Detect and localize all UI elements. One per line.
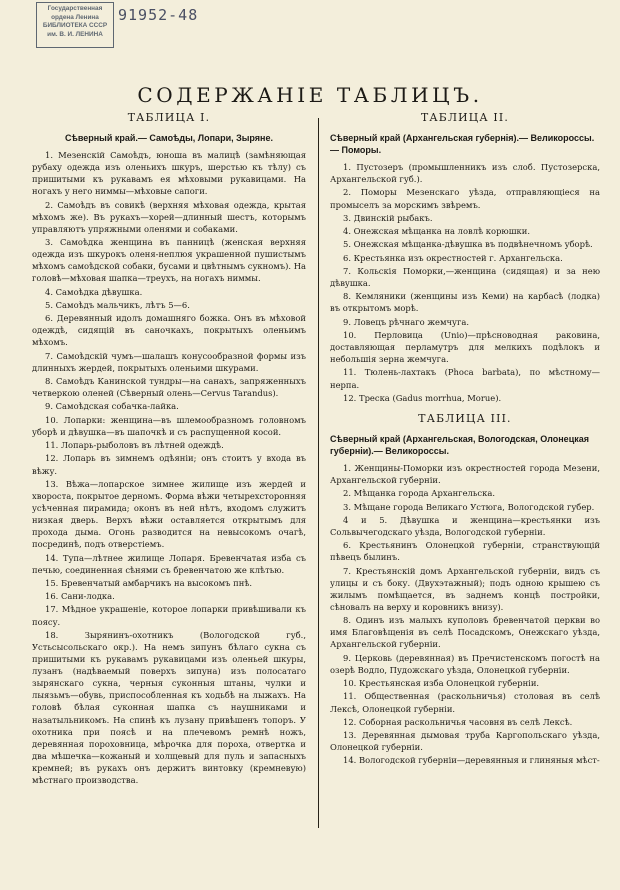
contents-entry: 10. Лопарки: женщина—въ шлемообразномъ головномъ уборѣ и дѣвушка—въ шапочкѣ и съ распущенной косой. (32, 414, 306, 437)
contents-entry: 1. Пустозеръ (промышленникъ изъ слоб. Пустозерска, Архангельской губ.). (330, 162, 600, 185)
contents-entry: 7. Самоѣдскій чумъ—шалашъ конусообразной формы изъ длинныхъ жердей, покрытыхъ оленьими шкурами. (32, 350, 306, 373)
right-column (330, 112, 600, 768)
contents-entry: 6. Крестьянка изъ окрестностей г. Архангельска. (343, 252, 563, 263)
contents-entry: 11. Тюлень-лахтакъ (Phoca barbata), по мѣстному—нерпа. (330, 367, 600, 390)
contents-entry: 10. Перловица (Unio)—прѣсноводная раковина, доставляющая перламутръ для мелкихъ подѣлокъ и небольшія зерна жемчуга. (330, 330, 600, 365)
contents-entry: 18. Зырянинъ-охотникъ (Вологодской губ., Устьсысольскаго окр.). На немъ зипунъ бѣлаго сукна съ пришитыми къ рукавамъ рукавицами изъ оленьей шкуры, лузанъ (надѣваемый поверхъ зипуна) изъ полосатаго зырянскаго сукна, черныя суконныя штаны, чулки и лыязьмъ—обувь, приспособленная къ ходьбѣ на лыжахъ. На головѣ бѣлая суконная шапка съ наушниками и назатыльникомъ. На спинѣ къ лузану привѣшенъ топоръ. У охотника при поясѣ и на плечевомъ ремнѣ ножъ, деревянная пороховница, мѣрочка для пороха, отвертка и два мѣшечка—кожаный и холщевый для пуль и запасныхъ кремней; въ рукахъ онъ держитъ винтовку (кремневую) мѣстнаго производства. (32, 629, 306, 785)
table-2-title: ТАБЛИЦА II. (421, 111, 509, 124)
contents-entry: 6. Крестьянинъ Олонецкой губерніи, странствующій пѣвецъ былинъ. (330, 540, 600, 563)
contents-entry: 4. Самоѣдка дѣвушка. (45, 286, 143, 297)
stamp-line: ордена Ленина (51, 13, 99, 21)
contents-entry: 12. Соборная раскольничья часовня въ селѣ Лексѣ. (343, 716, 573, 727)
contents-entry: 3. Мѣщане города Великаго Устюга, Вологодской губер. (343, 501, 595, 512)
contents-entry: 11. Общественная (раскольничья) столовая въ селѣ Лексѣ, Олонецкой губерніи. (330, 691, 600, 714)
column-divider (318, 118, 319, 828)
page-title: СОДЕРЖАНІЕ ТАБЛИЦЪ. (137, 83, 483, 108)
contents-entry: 2. Мѣщанка города Архангельска. (343, 488, 495, 499)
contents-entry: 1. Мезенскій Самоѣдъ, юноша въ малицѣ (замѣняющая рубаху одежда изъ оленьихъ шкуръ, шерстью къ тѣлу) съ пришитыми къ рукавамъ ея мѣховыми рукавицами. На ногахъ у него ниммы—мѣховые сапоги. (32, 150, 306, 197)
contents-entry: 14. Вологодской губерніи—деревянныя и глиняныя мѣст- (343, 755, 600, 766)
contents-entry: 3. Самоѣдка женщина въ панницѣ (женская верхняя одежда изъ шкурокъ оленя-неплюя украшенной пушистымъ мѣхомъ самоѣдской собаки, бусами и цвѣтнымъ сукномъ). На головѣ—мѣховая шапка—треухъ, на ногахъ ниммы. (32, 237, 306, 284)
inventory-number: 91952-48 (118, 6, 199, 24)
contents-entry: 8. Самоѣдъ Канинской тундры—на санахъ, запряженныхъ четверкою оленей (Сѣверный олень—Cervus Tarandus). (32, 376, 306, 399)
contents-entry: 9. Самоѣдская собачка-лайка. (45, 401, 179, 412)
stamp-line: БИБЛИОТЕКА СССР (42, 22, 108, 30)
contents-entry: 13. Деревянная дымовая труба Каргопольскаго уѣзда, Олонецкой губерніи. (330, 730, 600, 753)
stamp-line: им. В. И. ЛЕНИНА (47, 30, 103, 38)
contents-entry: 1. Женщины-Поморки изъ окрестностей города Мезени, Архангельской губерніи. (330, 463, 600, 486)
contents-entry: 9. Церковь (деревянная) въ Пречистенскомъ погостѣ на озерѣ Водло, Пудожскаго уѣзда, Олонецкой губерніи. (330, 652, 600, 675)
contents-entry: 7. Кольскія Поморки,—женщина (сидящая) и за нею дѣвушка. (330, 265, 600, 289)
table-3-title: ТАБЛИЦА III. (418, 411, 512, 425)
table-1-entries (32, 149, 306, 786)
contents-entry: 14. Тупа—лѣтнее жилище Лопаря. Бревенчатая изба съ печью, соединенная сѣнями съ бревенчатою же клѣтью. (32, 552, 306, 575)
contents-entry: 7. Крестьянскій домъ Архангельской губерніи, видъ съ улицы и съ боку. (Двухэтажный); подъ одною крышею съ жилымъ помѣщается, въ заднемъ концѣ постройки, сѣновалъ на верху и коровникъ внизу). (330, 565, 600, 612)
stamp-line: Государственная (47, 5, 103, 12)
contents-entry: 13. Вѣжа—лопарское зимнее жилище изъ жердей и хвороста, покрытое дерномъ. Форма вѣжи четырехсторонняя усѣченная пирамида; оконъ въ ней нѣтъ, входомъ служитъ низкая дверь. Верхъ вѣжи оставляется открытымъ для прохода дыма. Огонь разводится на невысокомъ очагѣ, посрединѣ, подъ отверстіемъ. (32, 478, 306, 550)
contents-entry: 5. Онежская мѣщанка-дѣвушка въ подвѣнечномъ уборѣ. (343, 239, 593, 250)
contents-entry: 2. Самоѣдъ въ совикѣ (верхняя мѣховая одежда, крытая мѣхомъ же). Въ рукахъ—хорей—длинный шестъ, которымъ управляютъ упряжными оленями и собаками. (32, 199, 306, 234)
contents-entry: 10. Крестьянская изба Олонецкой губерніи. (343, 678, 540, 689)
table-2-entries (330, 161, 600, 404)
left-column (32, 112, 306, 787)
table-1-region: Сѣверный край.— Самоѣды, Лопари, Зыряне. (65, 133, 273, 144)
contents-entry: 5. Самоѣдъ мальчикъ, лѣтъ 5—6. (45, 299, 190, 310)
table-2-region: Сѣверный край (Архангельская губернія).— Великороссы.— Поморы. (330, 133, 595, 156)
library-stamp (36, 2, 114, 48)
contents-entry: 8. Кемляники (женщины изъ Кеми) на карбасѣ (лодка) въ открытомъ морѣ. (330, 291, 600, 314)
table-3-entries (330, 462, 600, 767)
contents-entry: 11. Лопарь-рыболовъ въ лѣтней одеждѣ. (45, 440, 224, 451)
contents-entry: 6. Деревянный идолъ домашняго божка. Онъ въ мѣховой одеждѣ, сидящій въ саночкахъ, покрытыхъ оленьимъ мѣхомъ. (32, 313, 306, 348)
contents-entry: 17. Мѣдное украшеніе, которое лопарки привѣшивали къ поясу. (32, 604, 306, 627)
contents-entry: 9. Ловецъ рѣчнаго жемчуга. (343, 316, 470, 327)
contents-entry: 2. Поморы Мезенскаго уѣзда, отправляющіеся на промыселъ за морскимъ звѣремъ. (330, 187, 600, 210)
contents-entry: 12. Треска (Gadus morrhua, Morue). (343, 392, 502, 403)
contents-entry: 4 и 5. Дѣвушка и женщина—крестьянки изъ Сольвычегодскаго уѣзда, Вологодской губерніи. (330, 514, 600, 538)
contents-entry: 12. Лопарь въ зимнемъ одѣяніи; онъ стоитъ у входа въ вѣжу. (32, 453, 306, 476)
contents-entry: 3. Двинскій рыбакъ. (343, 212, 433, 223)
contents-entry: 16. Сани-лодка. (45, 591, 115, 602)
contents-entry: 4. Онежская мѣщанка на ловлѣ корюшки. (343, 226, 530, 237)
contents-entry: 15. Бревенчатый амбарчикъ на высокомъ пнѣ. (45, 577, 253, 588)
table-3-region: Сѣверный край (Архангельская, Вологодская, Олонецкая губерніи).— Великороссы. (330, 434, 589, 457)
table-1-title: ТАБЛИЦА I. (127, 111, 211, 124)
contents-entry: 8. Одинъ изъ малыхъ куполовъ бревенчатой церкви во имя Благовѣщенія въ селѣ Посадскомъ, Онежскаго уѣзда, Архангельской губерніи. (330, 615, 600, 650)
